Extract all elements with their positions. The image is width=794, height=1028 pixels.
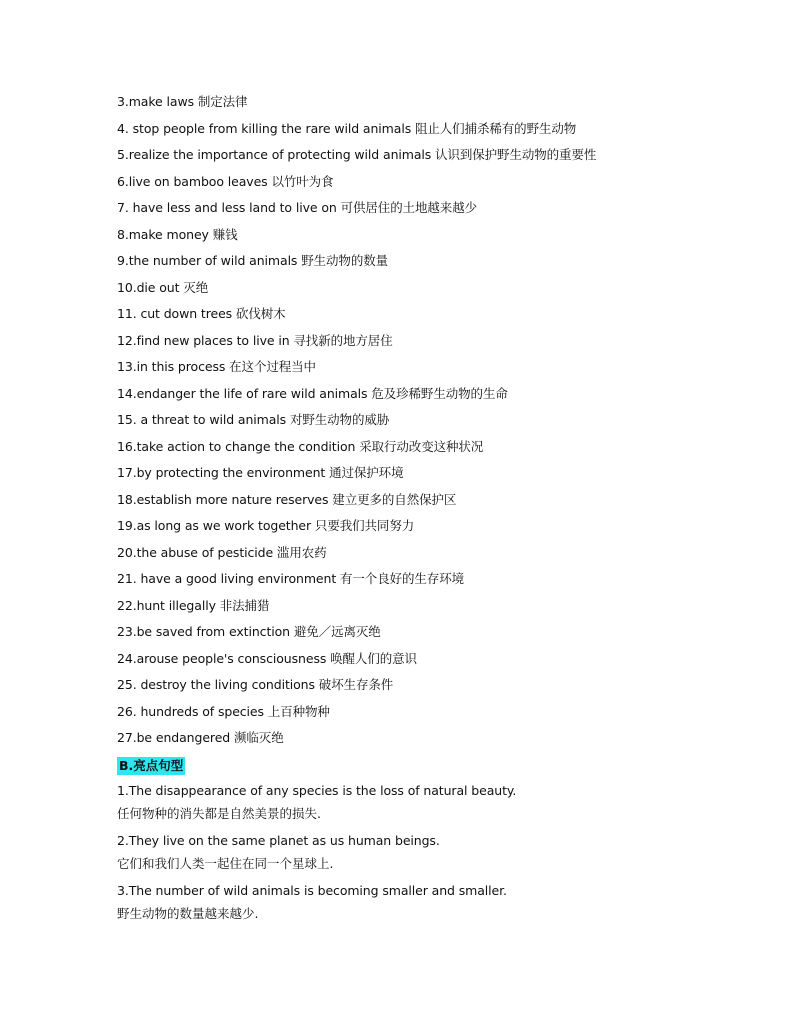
phrase-item: 15. a threat to wild animals 对野生动物的威胁: [117, 412, 390, 427]
phrase-item: 27.be endangered 濒临灭绝: [117, 730, 284, 745]
phrase-item: 9.the number of wild animals 野生动物的数量: [117, 253, 389, 268]
sentence-item: [117, 781, 717, 831]
phrase-item: 22.hunt illegally 非法捕猎: [117, 597, 270, 613]
phrase-item: 18.establish more nature reserves 建立更多的自然保护区: [117, 491, 457, 507]
sentence-english: 2.They live on the same planet as us human beings.: [117, 832, 440, 848]
key-sentences: [117, 781, 717, 931]
sentence-english: 3.The number of wild animals is becoming smaller and smaller.: [117, 882, 507, 898]
phrase-item: 16.take action to change the condition 采取行动改变这种状况: [117, 438, 484, 454]
phrase-item: 24.arouse people's consciousness 唤醒人们的意识: [117, 650, 417, 666]
phrase-item: 25. destroy the living conditions 破坏生存条件: [117, 677, 394, 692]
document-content: [117, 92, 717, 931]
phrase-list: [117, 92, 717, 755]
phrase-item: 12.find new places to live in 寻找新的地方居住: [117, 332, 393, 348]
phrase-item: 11. cut down trees 砍伐树木: [117, 306, 286, 321]
phrase-item: 20.the abuse of pesticide 滥用农药: [117, 544, 327, 560]
phrase-item: 21. have a good living environment 有一个良好的生存环境: [117, 571, 464, 586]
phrase-item: 23.be saved from extinction 避免／远离灭绝: [117, 624, 381, 639]
sentence-item: [117, 831, 717, 881]
section-heading: B.亮点句型: [119, 757, 184, 773]
phrase-item: 26. hundreds of species 上百种物种: [117, 703, 330, 719]
phrase-item: 6.live on bamboo leaves 以竹叶为食: [117, 173, 334, 189]
sentence-chinese: 野生动物的数量越来越少.: [117, 905, 259, 921]
phrase-item: 10.die out 灭绝: [117, 279, 209, 295]
sentence-chinese: 任何物种的消失都是自然美景的损失.: [117, 805, 321, 821]
phrase-item: 13.in this process 在这个过程当中: [117, 359, 316, 374]
sentence-chinese: 它们和我们人类一起住在同一个星球上.: [117, 855, 334, 871]
phrase-item: 17.by protecting the environment 通过保护环境: [117, 465, 404, 480]
phrase-item: 8.make money 赚钱: [117, 226, 238, 242]
phrase-item: 19.as long as we work together 只要我们共同努力: [117, 518, 415, 533]
phrase-item: 3.make laws 制定法律: [117, 94, 248, 109]
sentence-item: [117, 881, 717, 931]
phrase-item: 14.endanger the life of rare wild animals 危及珍稀野生动物的生命: [117, 385, 508, 401]
phrase-item: 4. stop people from killing the rare wild animals 阻止人们捕杀稀有的野生动物: [117, 120, 577, 136]
phrase-item: 5.realize the importance of protecting wild animals 认识到保护野生动物的重要性: [117, 147, 597, 162]
sentence-english: 1.The disappearance of any species is the loss of natural beauty.: [117, 782, 517, 798]
phrase-item: 7. have less and less land to live on 可供居住的土地越来越少: [117, 200, 477, 215]
